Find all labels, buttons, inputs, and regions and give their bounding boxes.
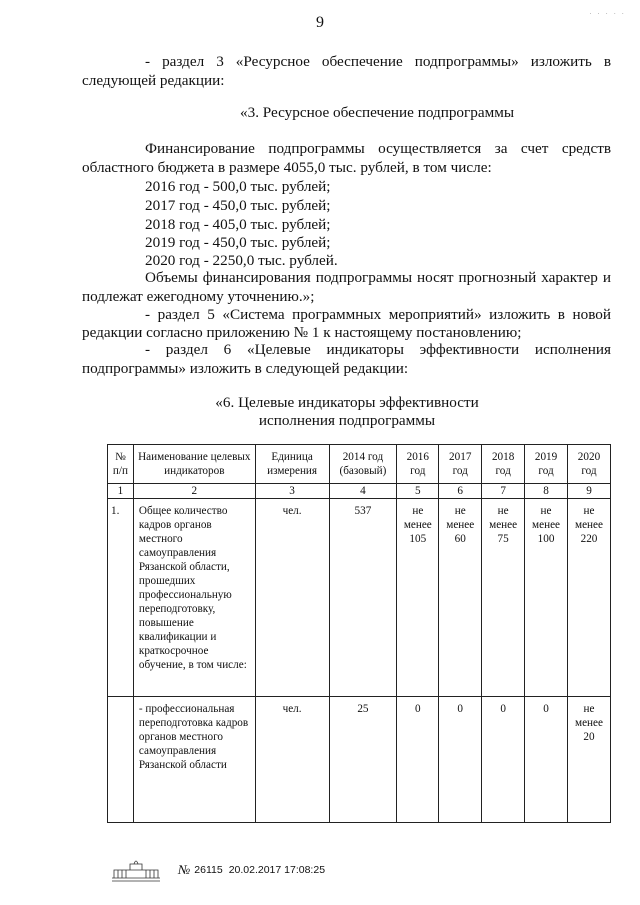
heading-section3: «3. Ресурсное обеспечение подпрограммы (240, 104, 515, 121)
unit-cell: чел. (255, 697, 329, 823)
year-2016-amount: 2016 год - 500,0 тыс. рублей; (145, 178, 331, 195)
value-2020: не менее 220 (567, 499, 610, 697)
paragraph-volumes-line1: Объемы финансирования подпрограммы носят прогнозный характер и (145, 269, 611, 286)
indicator-name: Общее количество кадров органов местного самоуправления Рязанской области, прошедших профессиональную переподготовку, повышение квалификации и краткосрочное обучение, в том числе: (133, 499, 255, 697)
year-2019-amount: 2019 год - 450,0 тыс. рублей; (145, 234, 331, 251)
paragraph-volumes-line2: подлежат ежегодному уточнению.»; (82, 288, 315, 305)
value-2016: не менее 105 (397, 499, 439, 697)
header-2018: 2018 год (482, 445, 525, 484)
year-2020-amount: 2020 год - 2250,0 тыс. рублей. (145, 252, 338, 269)
column-number: 6 (439, 484, 482, 499)
indicators-table (107, 444, 611, 823)
header-2017: 2017 год (439, 445, 482, 484)
document-number: 26115 (194, 864, 223, 876)
header-2019: 2019 год (525, 445, 568, 484)
value-2020: не менее 20 (567, 697, 610, 823)
building-emblem-icon (108, 856, 164, 884)
value-2017: не менее 60 (439, 499, 482, 697)
document-datetime: 20.02.2017 17:08:25 (228, 864, 326, 876)
paragraph-section3-line1: - раздел 3 «Ресурсное обеспечение подпрограммы» изложить в (145, 53, 611, 70)
column-number: 5 (397, 484, 439, 499)
table-row (108, 499, 611, 697)
row-number: 1. (108, 499, 134, 697)
table-header-row (108, 445, 611, 484)
paragraph-section3-line2: следующей редакции: (82, 72, 225, 89)
header-unit: Единица измерения (255, 445, 329, 484)
header-indicator-name: Наименование целевых индикаторов (133, 445, 255, 484)
column-number: 9 (567, 484, 610, 499)
value-2014: 25 (329, 697, 397, 823)
header-2020: 2020 год (567, 445, 610, 484)
paragraph-section6-line1: - раздел 6 «Целевые индикаторы эффективности исполнения (145, 341, 611, 358)
header-number: № п/п (108, 445, 134, 484)
indicator-name: - профессиональная переподготовка кадров органов местного самоуправления Рязанской области (133, 697, 255, 823)
table-row (108, 697, 611, 823)
column-number: 2 (133, 484, 255, 499)
column-number: 4 (329, 484, 397, 499)
paragraph-financing-line2: областного бюджета в размере 4055,0 тыс. рублей, в том числе: (82, 159, 492, 176)
value-2016: 0 (397, 697, 439, 823)
paragraph-financing-line1: Финансирование подпрограммы осуществляется за счет средств (145, 140, 611, 157)
header-2014: 2014 год (базовый) (329, 445, 397, 484)
header-2016: 2016 год (397, 445, 439, 484)
column-number: 3 (255, 484, 329, 499)
number-symbol: № (178, 862, 191, 877)
year-2018-amount: 2018 год - 405,0 тыс. рублей; (145, 216, 331, 233)
value-2019: 0 (525, 697, 568, 823)
value-2014: 537 (329, 499, 397, 697)
page-number: 9 (316, 14, 324, 31)
value-2018: 0 (482, 697, 525, 823)
value-2019: не менее 100 (525, 499, 568, 697)
footer-registration (108, 856, 325, 884)
unit-cell: чел. (255, 499, 329, 697)
scan-corner-mark: · · · · · (589, 10, 626, 18)
column-number: 7 (482, 484, 525, 499)
table-column-numbers-row (108, 484, 611, 499)
year-2017-amount: 2017 год - 450,0 тыс. рублей; (145, 197, 331, 214)
row-number (108, 697, 134, 823)
value-2017: 0 (439, 697, 482, 823)
column-number: 8 (525, 484, 568, 499)
heading-section6-line1: «6. Целевые индикаторы эффективности (215, 394, 479, 411)
paragraph-section5-line1: - раздел 5 «Система программных мероприятий» изложить в новой (145, 306, 611, 323)
paragraph-section6-line2: подпрограммы» изложить в следующей редакции: (82, 360, 409, 377)
value-2018: не менее 75 (482, 499, 525, 697)
column-number: 1 (108, 484, 134, 499)
heading-section6-line2: исполнения подпрограммы (258, 412, 436, 429)
paragraph-section5-line2: редакции согласно приложению № 1 к настоящему постановлению; (82, 324, 522, 341)
